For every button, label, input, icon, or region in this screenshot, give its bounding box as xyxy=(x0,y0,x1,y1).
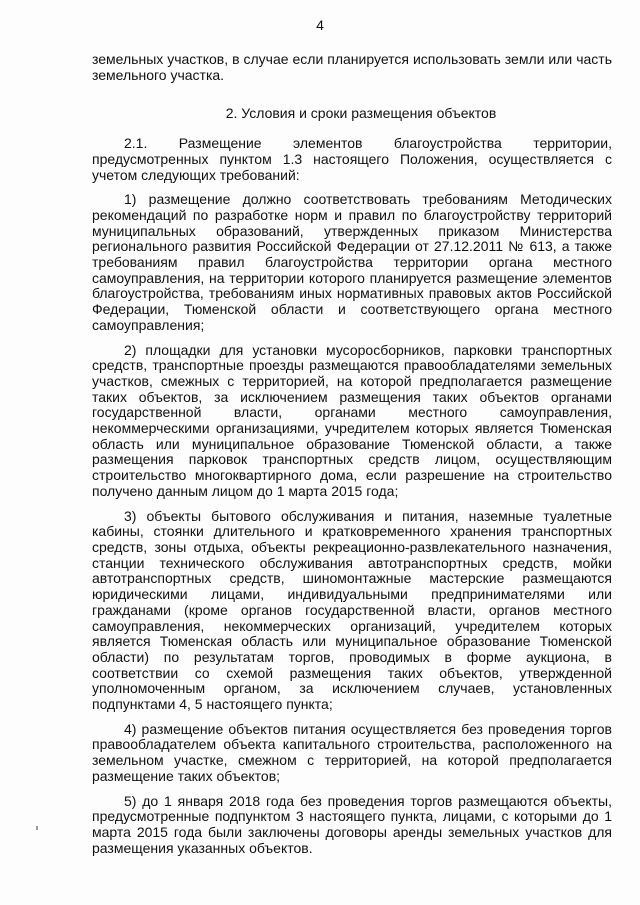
paragraph-item-1: 1) размещение должно соответствовать требованиям Методических рекомендаций по разработке норм и правил по благоустройству территорий муниципальных образований, утвержденных приказом Министерства регионального развития Российской Федерации от 27.12.2011 № 613, а также требованиям правил благоустройства территории органа местного самоуправления, на территории которого планируется размещение элементов благоустройства, требованиям иных нормативных правовых актов Российской Федерации, Тюменской области и соответствующего органа местного самоуправления; xyxy=(92,191,612,333)
page-number: 4 xyxy=(316,17,324,33)
document-body xyxy=(92,52,612,865)
paragraph-2-1: 2.1. Размещение элементов благоустройства территории, предусмотренных пунктом 1.3 настоящего Положения, осуществляется с учетом следующих требований: xyxy=(92,135,612,183)
paragraph-item-3: 3) объекты бытового обслуживания и питания, наземные туалетные кабины, стоянки длительного и кратковременного хранения транспортных средств, зоны отдыха, объекты рекреационно-развлекательного назначения, станции технического обслуживания автотранспортных средств, мойки автотранспортных средств, шиномонтажные мастерские размещаются юридическими лицами, индивидуальными предпринимателями или гражданами (кроме органов государственной власти, органов местного самоуправления, некоммерческих организаций, учредителем которых является Тюменская область или муниципальное образование Тюменской области) по результатам торгов, проводимых в форме аукциона, в соответствии со схемой размещения таких объектов, утвержденной уполномоченным органом, за исключением случаев, установленных подпунктами 4, 5 настоящего пункта; xyxy=(92,507,612,713)
intro-paragraph: земельных участков, в случае если планируется использовать земли или часть земельного участка. xyxy=(92,51,612,83)
scan-mark xyxy=(36,826,38,830)
paragraph-item-5: 5) до 1 января 2018 года без проведения торгов размещаются объекты, предусмотренные подпунктом 3 настоящего пункта, лицами, с которыми до 1 марта 2015 года были заключены договоры аренды земельных участков для размещения указанных объектов. xyxy=(92,792,612,856)
paragraph-item-4: 4) размещение объектов питания осуществляется без проведения торгов правообладателем объекта капитального строительства, расположенного на земельном участке, смежном с территорией, на которой предполагается размещение таких объектов; xyxy=(92,720,612,784)
paragraph-item-2: 2) площадки для установки мусоросборников, парковки транспортных средств, транспортные проезды размещаются правообладателями земельных участков, смежных с территорией, на которой предполагается размещение таких объектов, за исключением размещения таких объектов органами государственной власти, органами местного самоуправления, некоммерческими организациями, учредителем которых является Тюменская область или муниципальное образование Тюменской области, а также размещения парковок транспортных средств лицом, осуществляющим строительство многоквартирного дома, если разрешение на строительство получено данным лицом до 1 марта 2015 года; xyxy=(92,341,612,499)
section-title: 2. Условия и сроки размещения объектов xyxy=(225,105,497,122)
